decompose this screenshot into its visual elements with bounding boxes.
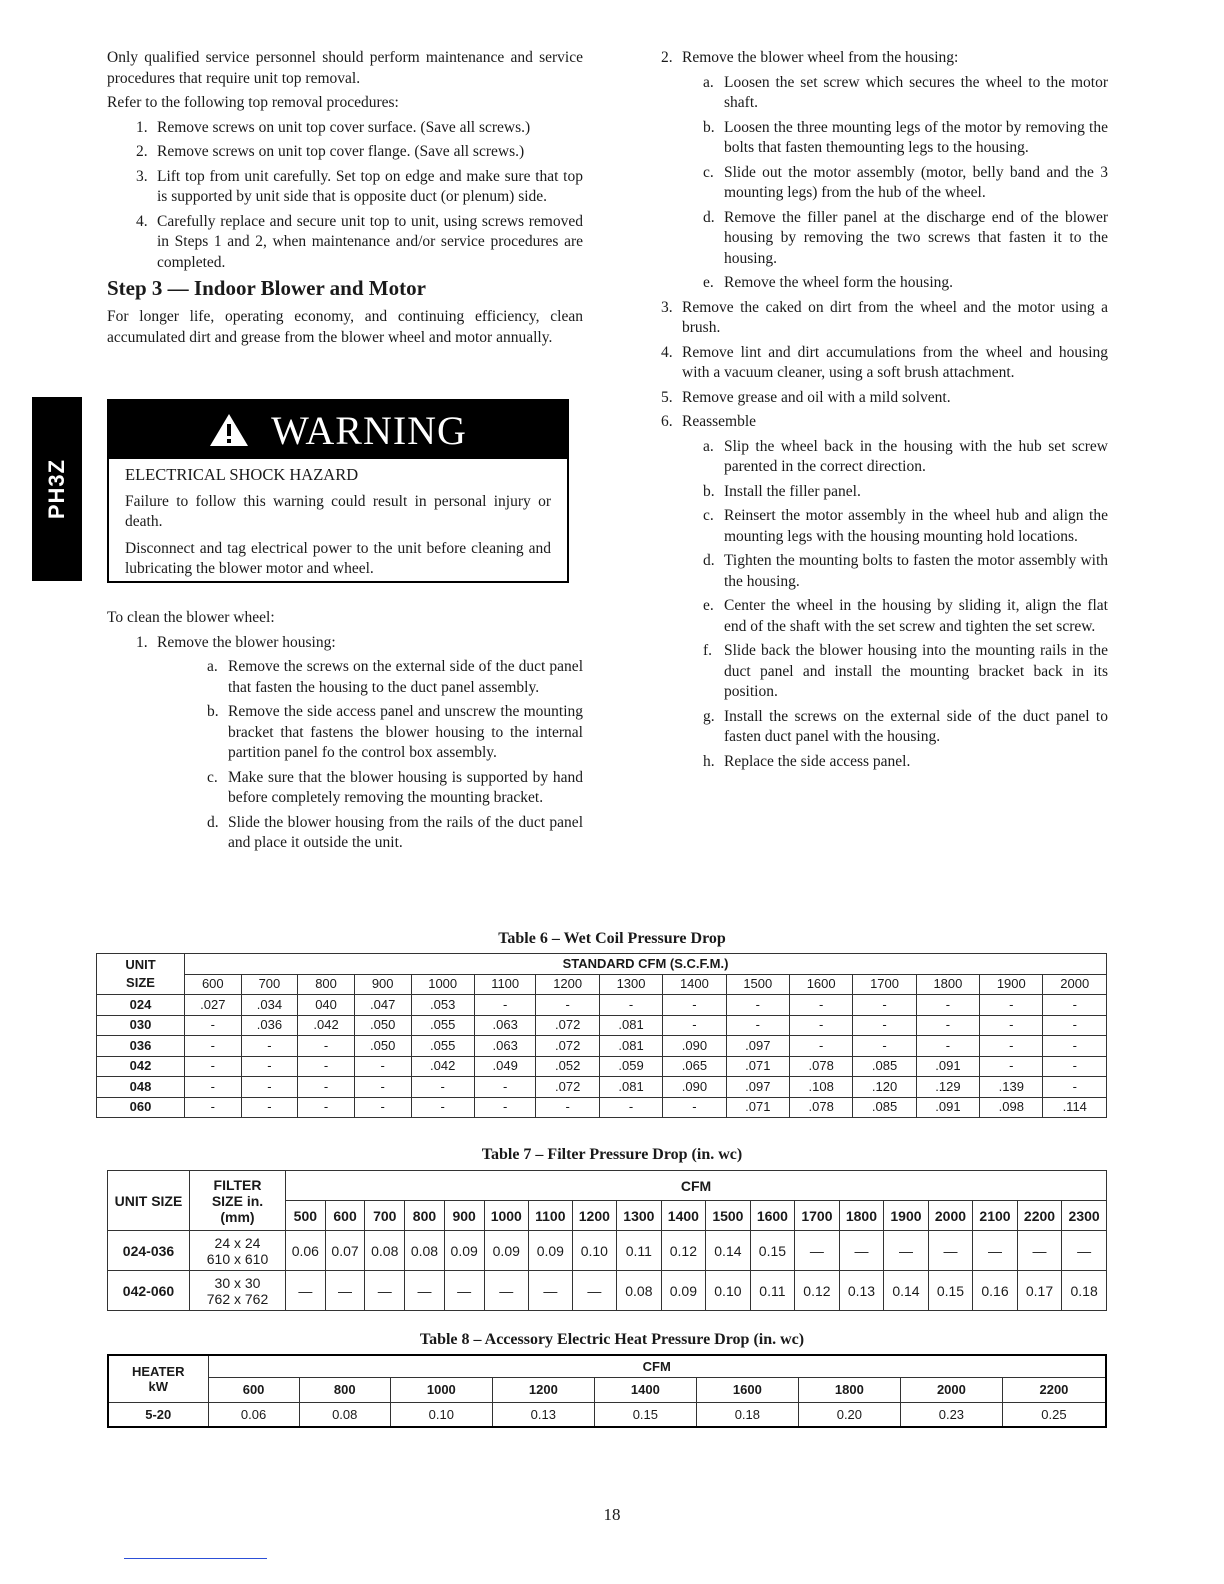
table-cell: .081: [599, 1036, 662, 1057]
table-cell: .098: [980, 1097, 1043, 1118]
table-cell: 0.08: [405, 1231, 445, 1271]
table-cell: .063: [474, 1015, 536, 1036]
table-row-label: 042: [97, 1056, 185, 1077]
table-row: [97, 995, 1107, 1016]
table-header-row: [108, 1171, 1107, 1201]
table-header-cell: FILTER SIZE in. (mm): [190, 1171, 286, 1231]
table-cell: 0.25: [1002, 1402, 1106, 1427]
table-cell: 0.11: [750, 1271, 795, 1311]
table-cell: -: [980, 995, 1043, 1016]
table-cell: -: [599, 1097, 662, 1118]
table-row: [97, 1077, 1107, 1098]
table-cell: -: [1043, 1015, 1107, 1036]
table-cell: -: [474, 995, 536, 1016]
table-cell: .053: [411, 995, 474, 1016]
table-header-cell: 900: [444, 1201, 484, 1231]
table-cell: -: [1043, 1056, 1107, 1077]
table-cell: -: [980, 1056, 1043, 1077]
table-cell: -: [853, 1036, 916, 1057]
list-item: b. Loosen the three mounting legs of the motor by removing the bolts that fasten themounting legs to the housing.: [703, 118, 1108, 156]
table6: [96, 953, 1107, 1118]
list-item: d. Tighten the mounting bolts to fasten the motor assembly with the housing.: [703, 552, 1108, 590]
table-cell: 0.06: [208, 1402, 299, 1427]
table-header-cell: 1400: [594, 1377, 696, 1402]
table-cell: 0.16: [973, 1271, 1018, 1311]
table-cell: -: [789, 995, 852, 1016]
table-header-cell: 1600: [750, 1201, 795, 1231]
side-tab: [32, 397, 82, 581]
table-header-cell: 1100: [474, 974, 536, 995]
table-row: [97, 1036, 1107, 1057]
table-cell: -: [185, 1077, 242, 1098]
warning-box: [107, 399, 569, 583]
table-cell: -: [663, 995, 726, 1016]
table-cell: -: [298, 1077, 355, 1098]
table-header-cell: 1800: [916, 974, 979, 995]
warning-triangle-icon: [209, 413, 249, 447]
table-cell: -: [298, 1056, 355, 1077]
table-header-cell: 2000: [928, 1201, 973, 1231]
table-header-cell: UNIT SIZE: [108, 1171, 190, 1231]
table-cell: 0.15: [594, 1402, 696, 1427]
table-cell: 0.10: [706, 1271, 751, 1311]
table-header-cell: 1600: [696, 1377, 798, 1402]
table-cell: .049: [474, 1056, 536, 1077]
table-row: [108, 1402, 1106, 1427]
list-item: b. Install the filler panel.: [703, 482, 861, 500]
table-row-label: 024-036: [108, 1231, 190, 1271]
table-cell: 0.09: [529, 1231, 573, 1271]
table-row: [108, 1231, 1107, 1271]
table-cell: —: [405, 1271, 445, 1311]
table-cell: .059: [599, 1056, 662, 1077]
table-cell: .071: [726, 1097, 789, 1118]
table-cell: —: [884, 1231, 929, 1271]
table-cell: -: [354, 1056, 411, 1077]
table-cell: 0.13: [492, 1402, 594, 1427]
table-header-cell: 2200: [1002, 1377, 1106, 1402]
list-item: h. Replace the side access panel.: [703, 752, 911, 770]
left-column: [107, 48, 583, 348]
list-item: 2. Remove screws on unit top cover flange. (Save all screws.): [136, 143, 525, 160]
table-cell: 0.11: [617, 1231, 662, 1271]
table-row-label: 030: [97, 1015, 185, 1036]
table-cell: -: [536, 1097, 599, 1118]
list-item: 4. Carefully replace and secure unit top to unit, using screws removed in Steps 1 and 2, when maintenance and/or service procedures are completed.: [136, 212, 583, 271]
table-cell: .065: [663, 1056, 726, 1077]
table-cell: .085: [853, 1056, 916, 1077]
section-heading: Step 3 — Indoor Blower and Motor: [107, 276, 426, 300]
top-removal-list: [107, 118, 583, 274]
list-item: e. Center the wheel in the housing by sliding it, align the flat end of the shaft with the set screw and tighten the set screw.: [703, 597, 1108, 635]
table-cell: -: [789, 1036, 852, 1057]
side-tab-label: PH3Z: [44, 458, 69, 520]
table-header-cell: 1700: [795, 1201, 840, 1231]
table-header-cell: 1900: [884, 1201, 929, 1231]
table-header-row: [97, 974, 1107, 995]
table-cell: -: [185, 1056, 242, 1077]
table-header-cell: 2100: [973, 1201, 1018, 1231]
table-cell: .108: [789, 1077, 852, 1098]
table-cell: -: [980, 1036, 1043, 1057]
table-cell: .085: [853, 1097, 916, 1118]
table-header-cell: 1600: [789, 974, 852, 995]
table-cell: -: [980, 1015, 1043, 1036]
table-cell: 0.20: [798, 1402, 900, 1427]
intro-refer: Refer to the following top removal procedures:: [107, 94, 399, 111]
table-row-label: 060: [97, 1097, 185, 1118]
table-cell: .091: [916, 1097, 979, 1118]
list-item: e. Remove the wheel form the housing.: [703, 274, 954, 291]
table-row-label: 042-060: [108, 1271, 190, 1311]
list-item: 3. Lift top from unit carefully. Set top on edge and make sure that top is supported by unit side that is opposite duct (or plenum) side.: [136, 167, 583, 205]
table-row-label: 024: [97, 995, 185, 1016]
warning-title: ELECTRICAL SHOCK HAZARD: [125, 465, 359, 484]
table-header-cell: 1800: [839, 1201, 884, 1231]
list-item: 5. Remove grease and oil with a mild solvent.: [661, 388, 951, 406]
table-cell: —: [572, 1271, 617, 1311]
table-row: [97, 1097, 1107, 1118]
table-cell: .042: [298, 1015, 355, 1036]
table-header-cell: 500: [286, 1201, 326, 1231]
table-cell: -: [354, 1097, 411, 1118]
list-item: c. Reinsert the motor assembly in the wheel hub and align the mounting legs with the housing mounting hold locations.: [703, 507, 1108, 545]
table-cell: —: [928, 1231, 973, 1271]
table-cell: 0.10: [572, 1231, 617, 1271]
table-cell: 0.14: [884, 1271, 929, 1311]
table-header-cell: 2000: [1043, 974, 1107, 995]
table-cell: 0.14: [706, 1231, 751, 1271]
table-cell: —: [795, 1231, 840, 1271]
table-header-cell: 800: [298, 974, 355, 995]
table-row-label: 036: [97, 1036, 185, 1057]
table-header-cell: 1300: [617, 1201, 662, 1231]
table-cell: 0.09: [661, 1271, 706, 1311]
table-cell: 0.12: [661, 1231, 706, 1271]
table-cell: -: [241, 1097, 298, 1118]
table-cell: —: [529, 1271, 573, 1311]
table-cell: 0.13: [839, 1271, 884, 1311]
table-header-cell: UNIT SIZE: [97, 954, 185, 995]
list-item: 3. Remove the caked on dirt from the wheel and the motor using a brush.: [661, 298, 1108, 336]
warning-header: [109, 401, 567, 459]
table-cell: 0.08: [617, 1271, 662, 1311]
table-cell: —: [484, 1271, 529, 1311]
table-header-cell: 1500: [706, 1201, 751, 1231]
right-column: [661, 48, 1108, 776]
table-cell: -: [241, 1077, 298, 1098]
table-cell: .139: [980, 1077, 1043, 1098]
table-cell: 0.08: [299, 1402, 390, 1427]
table-cell: -: [536, 995, 599, 1016]
table-cell: -: [1043, 1036, 1107, 1057]
table-cell: .072: [536, 1077, 599, 1098]
table-cell: -: [726, 995, 789, 1016]
table-header-cell: HEATER kW: [108, 1355, 208, 1402]
table-cell: .063: [474, 1036, 536, 1057]
warning-text: Failure to follow this warning could result in personal injury or death.: [125, 492, 551, 530]
table-cell: .050: [354, 1036, 411, 1057]
table-header-cell: 1000: [390, 1377, 492, 1402]
table-cell: 0.18: [1062, 1271, 1107, 1311]
table-cell: -: [599, 995, 662, 1016]
table-cell: 0.15: [750, 1231, 795, 1271]
table-cell: .081: [599, 1077, 662, 1098]
table-cell: .078: [789, 1056, 852, 1077]
table-cell: -: [474, 1077, 536, 1098]
section-paragraph: For longer life, operating economy, and continuing efficiency, clean accumulated dirt and grease from the blower wheel and motor annually.: [107, 308, 583, 346]
intro-text: Only qualified service personnel should perform maintenance and service procedures that require unit top removal.: [107, 49, 583, 87]
list-item: 1. Remove the blower housing: a. Remove the screws on the external side of the duct panel that fasten the housing to the duct panel assembly. b. Remove the side access panel and unscrew the mounting bracket that fastens the blower housing to the internal partition panel fo the control box assembly. c. Make sure that the blower housing is supported by hand before completely removing the mounting bracket. d. Slide the blower housing from the rails of the duct panel and place it outside the unit.: [107, 633, 583, 854]
table-cell: —: [1017, 1231, 1062, 1271]
table-cell: -: [298, 1097, 355, 1118]
table-cell: -: [241, 1056, 298, 1077]
list-item: 2. Remove the blower wheel from the housing: a. Loosen the set screw which secures the wheel to the motor shaft. b. Loosen the three mounting legs of the motor by removing the bolts that fasten themounting legs to the housing. c. Slide out the motor assembly (motor, belly band and the 3 mounting legs) from the hub of the wheel. d. Remove the filler panel at the discharge end of the blower housing by removing the two screws that fasten it to the housing. e. Remove the wheel form the housing.: [661, 48, 1108, 294]
table-cell: .042: [411, 1056, 474, 1077]
table-cell: 0.12: [795, 1271, 840, 1311]
table-cell: 0.15: [928, 1271, 973, 1311]
cleaning-intro: To clean the blower wheel:: [107, 609, 275, 626]
table-cell: -: [916, 1036, 979, 1057]
table-cell: -: [298, 1036, 355, 1057]
table-cell: .129: [916, 1077, 979, 1098]
table-cell: .090: [663, 1036, 726, 1057]
table-header-cell: STANDARD CFM (S.C.F.M.): [185, 954, 1107, 975]
table-header-cell: 700: [365, 1201, 405, 1231]
list-item: a. Slip the wheel back in the housing with the hub set screw parented in the correct direction.: [703, 437, 1108, 475]
list-item: 6. Reassemble a. Slip the wheel back in the housing with the hub set screw parented in the correct direction. b. Install the filler panel. c. Reinsert the motor assembly in the wheel hub and align the mounting legs with the housing mounting hold locations. d. Tighten the mounting bolts to fasten the motor assembly with the housing. e. Center the wheel in the housing by sliding it, align the flat end of the shaft with the set screw and tighten the set screw. f. Slide back the blower housing into the mounting rails in the duct panel and install the mounting bracket back in its position. g. Install the screws on the external side of the duct panel to fasten duct panel with the housing. h. Replace the side access panel.: [661, 412, 1108, 772]
table8: [107, 1354, 1107, 1428]
list-item: g. Install the screws on the external side of the duct panel to fasten duct panel with the housing.: [703, 707, 1108, 745]
table-cell: -: [1043, 995, 1107, 1016]
table-cell: -: [853, 995, 916, 1016]
list-item: c. Make sure that the blower housing is supported by hand before completely removing the mounting bracket.: [207, 768, 583, 806]
table-cell: .034: [241, 995, 298, 1016]
table-cell: .055: [411, 1015, 474, 1036]
table-cell: 040: [298, 995, 355, 1016]
table-cell: 0.09: [484, 1231, 529, 1271]
cleaning-section: [107, 608, 583, 858]
table-row: [97, 1056, 1107, 1077]
table-cell: —: [286, 1271, 326, 1311]
page-number: 18: [603, 1505, 621, 1524]
table-row: [108, 1271, 1107, 1311]
table-cell: .052: [536, 1056, 599, 1077]
list-item: d. Slide the blower housing from the rails of the duct panel and place it outside the unit.: [207, 813, 583, 851]
table-cell: -: [185, 1097, 242, 1118]
table-header-cell: 800: [299, 1377, 390, 1402]
table-header-cell: 2300: [1062, 1201, 1107, 1231]
table7: [107, 1170, 1107, 1311]
table-cell: -: [916, 1015, 979, 1036]
footer-rule: [124, 1558, 267, 1559]
table-cell: .097: [726, 1036, 789, 1057]
table6-caption: Table 6 – Wet Coil Pressure Drop: [498, 930, 726, 947]
table-cell: 0.06: [286, 1231, 326, 1271]
table-cell: -: [663, 1097, 726, 1118]
table-row: [97, 1015, 1107, 1036]
table-header-cell: 1400: [663, 974, 726, 995]
table-header-cell: 1000: [411, 974, 474, 995]
table-cell: 24 x 24 610 x 610: [190, 1231, 286, 1271]
table-cell: .027: [185, 995, 242, 1016]
list-item: 4. Remove lint and dirt accumulations from the wheel and housing with a vacuum cleaner, using a soft brush attachment.: [661, 343, 1108, 381]
table-cell: -: [241, 1036, 298, 1057]
table-cell: .097: [726, 1077, 789, 1098]
table-cell: .072: [536, 1015, 599, 1036]
table-header-cell: 600: [325, 1201, 365, 1231]
table-cell: 0.09: [444, 1231, 484, 1271]
table-header-cell: 1800: [798, 1377, 900, 1402]
table-cell: —: [444, 1271, 484, 1311]
table-cell: -: [185, 1036, 242, 1057]
table-cell: -: [1043, 1077, 1107, 1098]
table-header-cell: 700: [241, 974, 298, 995]
table-cell: -: [354, 1077, 411, 1098]
table-header-cell: CFM: [208, 1355, 1106, 1377]
list-item: d. Remove the filler panel at the discharge end of the blower housing by removing the two screws that fasten it to the housing.: [703, 208, 1108, 267]
table-cell: —: [973, 1231, 1018, 1271]
table-cell: —: [325, 1271, 365, 1311]
table-cell: -: [411, 1077, 474, 1098]
table-header-cell: 2200: [1017, 1201, 1062, 1231]
table-cell: .071: [726, 1056, 789, 1077]
list-item: f. Slide back the blower housing into the mounting rails in the duct panel and install the mounting bracket back in its position.: [703, 642, 1108, 700]
table-cell: 30 x 30 762 x 762: [190, 1271, 286, 1311]
table-header-cell: 1300: [599, 974, 662, 995]
list-item: 1. Remove screws on unit top cover surface. (Save all screws.): [136, 118, 531, 136]
table-row-label: 5-20: [108, 1402, 208, 1427]
table-header-cell: 1000: [484, 1201, 529, 1231]
table-cell: -: [185, 1015, 242, 1036]
warning-text: Disconnect and tag electrical power to the unit before cleaning and lubricating the blower motor and wheel.: [125, 539, 551, 577]
table-header-cell: 1400: [661, 1201, 706, 1231]
table-header-cell: 600: [208, 1377, 299, 1402]
table-header-cell: 1900: [980, 974, 1043, 995]
list-item: a. Remove the screws on the external side of the duct panel that fasten the housing to the duct panel assembly.: [207, 658, 583, 696]
table-header-row: [108, 1377, 1106, 1402]
table-cell: .050: [354, 1015, 411, 1036]
table-cell: .090: [663, 1077, 726, 1098]
list-item: a. Loosen the set screw which secures the wheel to the motor shaft.: [703, 73, 1108, 111]
table-cell: 0.17: [1017, 1271, 1062, 1311]
table-cell: .120: [853, 1077, 916, 1098]
table-cell: .055: [411, 1036, 474, 1057]
table-cell: -: [663, 1015, 726, 1036]
table-cell: .047: [354, 995, 411, 1016]
table-header-cell: 1700: [853, 974, 916, 995]
table-header-row: [108, 1355, 1106, 1377]
table-cell: 0.23: [900, 1402, 1002, 1427]
table-cell: 0.08: [365, 1231, 405, 1271]
table-cell: -: [411, 1097, 474, 1118]
table-cell: —: [839, 1231, 884, 1271]
table-cell: .081: [599, 1015, 662, 1036]
list-item: c. Slide out the motor assembly (motor, belly band and the 3 mounting legs) from the hub of the wheel.: [703, 163, 1108, 201]
table7-caption: Table 7 – Filter Pressure Drop (in. wc): [481, 1146, 743, 1163]
table-cell: -: [474, 1097, 536, 1118]
table-cell: 0.10: [390, 1402, 492, 1427]
table-header-cell: 600: [185, 974, 242, 995]
table-cell: .036: [241, 1015, 298, 1036]
warning-label: WARNING: [271, 407, 467, 453]
list-item: b. Remove the side access panel and unscrew the mounting bracket that fastens the blower housing to the internal partition panel fo the control box assembly.: [207, 703, 583, 761]
table-cell: .072: [536, 1036, 599, 1057]
table-header-cell: 800: [405, 1201, 445, 1231]
table-header-cell: 1200: [572, 1201, 617, 1231]
table-cell: .114: [1043, 1097, 1107, 1118]
table-header-cell: 900: [354, 974, 411, 995]
table8-caption: Table 8 – Accessory Electric Heat Pressure Drop (in. wc): [419, 1331, 805, 1348]
table-cell: 0.07: [325, 1231, 365, 1271]
table-cell: —: [1062, 1231, 1107, 1271]
table-cell: .091: [916, 1056, 979, 1077]
table-cell: .078: [789, 1097, 852, 1118]
table-header-cell: CFM: [286, 1171, 1107, 1201]
table-header-cell: 1500: [726, 974, 789, 995]
table-cell: -: [789, 1015, 852, 1036]
table-cell: —: [365, 1271, 405, 1311]
table-cell: -: [726, 1015, 789, 1036]
table-header-cell: 1200: [536, 974, 599, 995]
table-header-row: [97, 954, 1107, 975]
table-header-cell: 1100: [529, 1201, 573, 1231]
table-cell: 0.18: [696, 1402, 798, 1427]
table-header-cell: 2000: [900, 1377, 1002, 1402]
table-cell: -: [916, 995, 979, 1016]
table-row-label: 048: [97, 1077, 185, 1098]
table-header-cell: 1200: [492, 1377, 594, 1402]
table-cell: -: [853, 1015, 916, 1036]
